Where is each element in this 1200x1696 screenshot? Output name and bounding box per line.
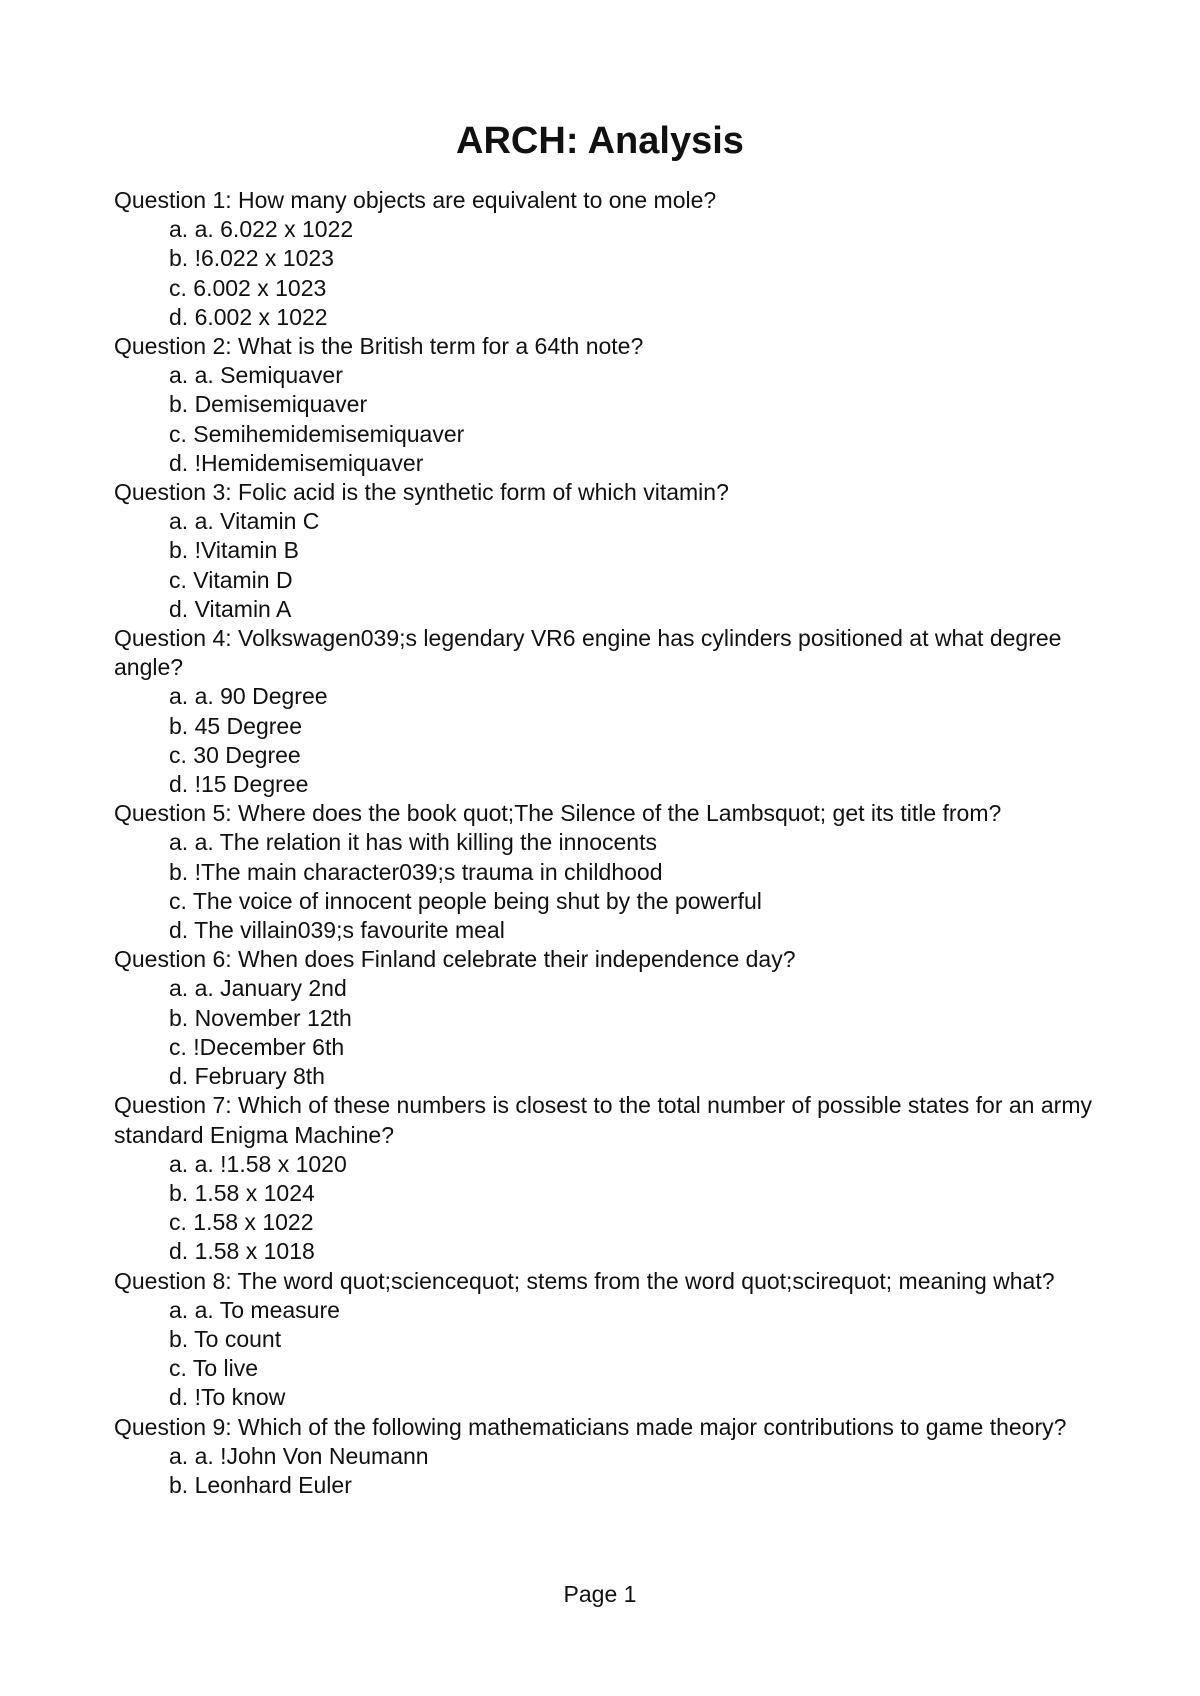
- answer-option-c: c. 6.002 x 1023: [169, 274, 327, 301]
- page-title: ARCH: Analysis: [456, 120, 744, 162]
- question-text: Question 3: Folic acid is the synthetic form of which vitamin?: [114, 479, 729, 506]
- question-list: [114, 186, 1094, 1500]
- question-text: Question 4: Volkswagen039;s legendary VR6 engine has cylinders positioned at what degree angle?: [114, 625, 1062, 681]
- question-7: [114, 1091, 1094, 1266]
- answer-option-d: d. The villain039;s favourite meal: [169, 917, 505, 944]
- question-2: [114, 332, 1094, 478]
- answer-option-a: a. a. Vitamin C: [169, 508, 320, 535]
- answer-option-c: c. Semihemidemisemiquaver: [169, 420, 465, 447]
- question-3: [114, 478, 1094, 624]
- page-number: Page 1: [563, 1581, 637, 1607]
- question-8: [114, 1267, 1094, 1413]
- answer-option-a: a. a. The relation it has with killing the innocents: [169, 829, 657, 856]
- answer-option-c: c. 30 Degree: [169, 741, 301, 768]
- answer-option-a: a. a. To measure: [169, 1296, 340, 1323]
- question-4: [114, 624, 1094, 799]
- question-text: Question 1: How many objects are equivalent to one mole?: [114, 187, 717, 213]
- answer-option-d: d. Vitamin A: [169, 595, 292, 622]
- answer-option-c: c. 1.58 x 1022: [169, 1209, 314, 1236]
- question-1: [114, 186, 1094, 332]
- question-text: Question 7: Which of these numbers is closest to the total number of possible states for an army standard Enigma Machine?: [114, 1092, 1092, 1148]
- answer-option-c: c. The voice of innocent people being shut by the powerful: [169, 887, 762, 914]
- answer-option-d: d. 6.002 x 1022: [169, 303, 328, 330]
- answer-option-b: b. Leonhard Euler: [169, 1471, 352, 1498]
- question-text: Question 8: The word quot;sciencequot; stems from the word quot;scirequot; meaning what?: [114, 1267, 1055, 1294]
- answer-option-d: d. !Hemidemisemiquaver: [169, 449, 424, 476]
- answer-option-c: c. To live: [169, 1355, 259, 1382]
- answer-option-a: a. a. 6.022 x 1022: [169, 216, 354, 243]
- question-text: Question 6: When does Finland celebrate their independence day?: [114, 946, 796, 973]
- answer-option-a: a. a. January 2nd: [169, 975, 347, 1002]
- answer-option-b: b. 45 Degree: [169, 712, 302, 739]
- answer-option-a: a. a. !John Von Neumann: [169, 1442, 429, 1469]
- question-9: [114, 1413, 1094, 1501]
- question-6: [114, 945, 1094, 1091]
- answer-option-a: a. a. Semiquaver: [169, 362, 343, 389]
- answer-option-b: b. 1.58 x 1024: [169, 1179, 315, 1206]
- answer-option-b: b. November 12th: [169, 1004, 352, 1031]
- answer-option-b: b. !Vitamin B: [169, 537, 299, 564]
- answer-option-d: d. !To know: [169, 1384, 286, 1411]
- answer-option-d: d. !15 Degree: [169, 771, 309, 798]
- answer-option-a: a. a. 90 Degree: [169, 683, 328, 710]
- question-5: [114, 799, 1094, 945]
- answer-option-b: b. !6.022 x 1023: [169, 245, 334, 272]
- answer-option-b: b. To count: [169, 1325, 282, 1352]
- answer-option-b: b. !The main character039;s trauma in childhood: [169, 858, 663, 885]
- answer-option-c: c. Vitamin D: [169, 566, 293, 593]
- answer-option-a: a. a. !1.58 x 1020: [169, 1150, 347, 1177]
- answer-option-d: d. 1.58 x 1018: [169, 1238, 315, 1265]
- answer-option-c: c. !December 6th: [169, 1033, 345, 1060]
- answer-option-d: d. February 8th: [169, 1063, 325, 1090]
- answer-option-b: b. Demisemiquaver: [169, 391, 368, 418]
- question-text: Question 9: Which of the following mathematicians made major contributions to game theory?: [114, 1413, 1067, 1440]
- question-text: Question 5: Where does the book quot;The Silence of the Lambsquot; get its title from?: [114, 800, 1002, 827]
- question-text: Question 2: What is the British term for a 64th note?: [114, 333, 644, 360]
